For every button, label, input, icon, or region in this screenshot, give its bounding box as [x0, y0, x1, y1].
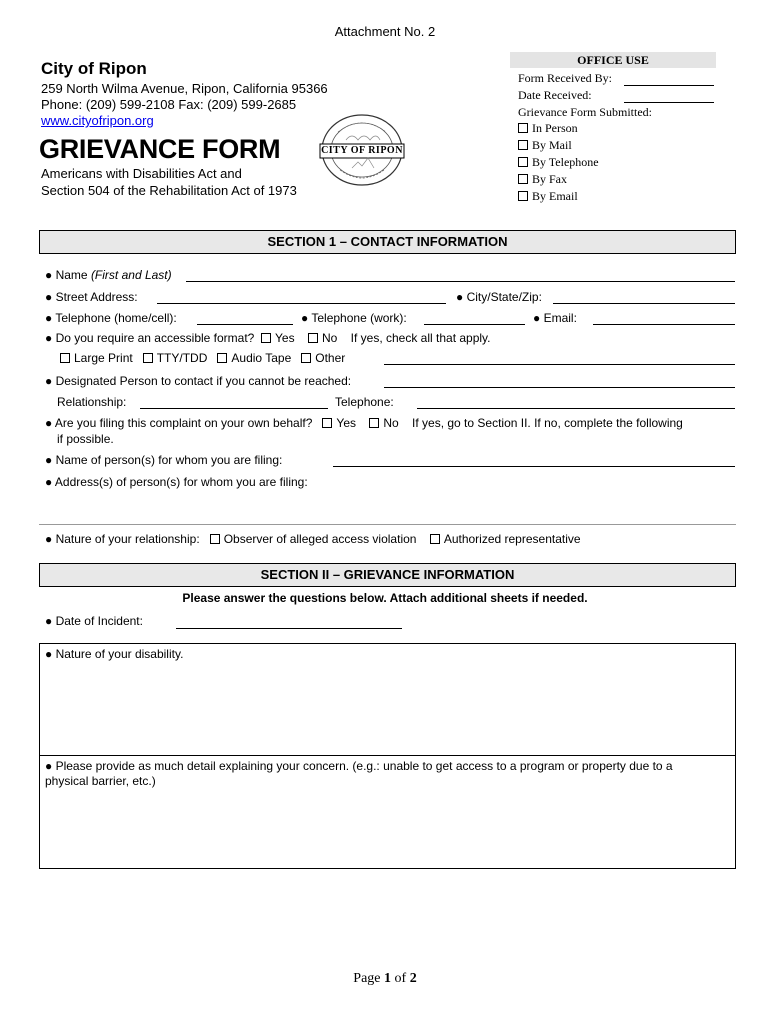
no-label: No — [383, 416, 399, 430]
office-option-in-person[interactable] — [510, 120, 716, 137]
attachment-label: Attachment No. 2 — [334, 24, 436, 39]
office-received-by — [510, 70, 716, 87]
addresses-field[interactable] — [39, 524, 736, 525]
format-options — [60, 351, 345, 365]
accessible-no-checkbox[interactable] — [308, 333, 318, 343]
tel-work-field[interactable] — [424, 324, 525, 325]
section2-header: SECTION II – GRIEVANCE INFORMATION — [39, 563, 736, 587]
org-address: 259 North Wilma Avenue, Ripon, California 95366 — [41, 81, 328, 96]
relationship-field[interactable] — [140, 408, 328, 409]
office-use-title: OFFICE USE — [510, 52, 716, 68]
office-option-by-fax[interactable] — [510, 171, 716, 188]
detail-label-1: ● Please provide as much detail explaining your concern. (e.g.: unable to get access to a program or property due to a — [45, 759, 673, 773]
street-label: ● Street Address: — [45, 290, 138, 304]
relationship-option-label: Authorized representative — [443, 532, 581, 546]
option-label: By Mail — [532, 138, 572, 153]
own-behalf-text: ● Are you filing this complaint on your own behalf? — [45, 416, 313, 430]
yes-label: Yes — [275, 331, 295, 345]
tel-home-field[interactable] — [197, 324, 293, 325]
other-checkbox[interactable] — [301, 353, 311, 363]
of-word: of — [394, 971, 407, 986]
accessible-yes-checkbox[interactable] — [261, 333, 271, 343]
format-label: Other — [315, 351, 346, 365]
office-use-panel — [510, 52, 716, 204]
page-current: 1 — [384, 971, 392, 986]
section2-instructions: Please answer the questions below. Attach additional sheets if needed. — [182, 591, 588, 605]
yes-label: Yes — [336, 416, 356, 430]
large-print-checkbox[interactable] — [60, 353, 70, 363]
own-behalf-note: If yes, go to Section II. If no, complete the following — [412, 416, 683, 430]
detail-box[interactable] — [39, 755, 736, 869]
name-label — [45, 268, 172, 282]
own-behalf-question — [45, 416, 683, 430]
disability-label: ● Nature of your disability. — [45, 647, 184, 661]
section1-header: SECTION 1 – CONTACT INFORMATION — [39, 230, 736, 254]
city-seal-icon — [318, 112, 406, 188]
accessible-note: If yes, check all that apply. — [350, 331, 491, 345]
addresses-label: ● Address(s) of person(s) for whom you are filing: — [45, 475, 308, 489]
own-behalf-yes-checkbox[interactable] — [322, 418, 332, 428]
format-label: Large Print — [74, 351, 133, 365]
no-label: No — [321, 331, 338, 345]
checkbox-icon[interactable] — [518, 123, 528, 133]
office-submitted-label: Grievance Form Submitted: — [518, 104, 652, 119]
form-subtitle-1: Americans with Disabilities Act and — [41, 166, 242, 181]
page-total: 2 — [409, 971, 417, 986]
relationship-option-label: Observer of alleged access violation — [223, 532, 417, 546]
names-field[interactable] — [333, 466, 735, 467]
format-label: TTY/TDD — [156, 351, 208, 365]
accessible-question-text: ● Do you require an accessible format? — [45, 331, 255, 345]
office-option-by-mail[interactable] — [510, 137, 716, 154]
option-label: By Fax — [532, 171, 568, 186]
tty-checkbox[interactable] — [143, 353, 153, 363]
name-label-text: ● Name — [45, 268, 88, 282]
other-format-field[interactable] — [384, 364, 735, 365]
city-label: ● City/State/Zip: — [456, 290, 542, 304]
own-behalf-note-2: if possible. — [57, 432, 114, 446]
authorized-rep-checkbox[interactable] — [430, 534, 440, 544]
office-date-received-label: Date Received: — [518, 87, 592, 102]
seal-text: CITY OF RIPON — [321, 145, 403, 156]
tel-work-label: ● Telephone (work): — [301, 311, 407, 325]
email-field[interactable] — [593, 324, 735, 325]
org-phone-fax: Phone: (209) 599-2108 Fax: (209) 599-2685 — [41, 97, 297, 112]
checkbox-icon[interactable] — [518, 157, 528, 167]
name-hint: (First and Last) — [90, 268, 172, 282]
email-label: ● Email: — [533, 311, 577, 325]
form-subtitle-2: Section 504 of the Rehabilitation Act of 1973 — [41, 183, 297, 198]
designated-label: ● Designated Person to contact if you cannot be reached: — [45, 374, 352, 388]
audio-tape-checkbox[interactable] — [217, 353, 227, 363]
office-received-by-label: Form Received By: — [518, 71, 612, 85]
page-number — [0, 971, 770, 987]
option-label: By Email — [532, 188, 578, 203]
observer-checkbox[interactable] — [210, 534, 220, 544]
checkbox-icon[interactable] — [518, 140, 528, 150]
relationship-label: Relationship: — [57, 395, 127, 409]
relationship-question-text: ● Nature of your relationship: — [45, 532, 200, 546]
tel-home-label: ● Telephone (home/cell): — [45, 311, 177, 325]
page-word: Page — [353, 971, 381, 986]
option-label: By Telephone — [532, 154, 599, 169]
city-field[interactable] — [553, 303, 735, 304]
designated-field[interactable] — [384, 387, 735, 388]
designated-telephone-label: Telephone: — [335, 395, 394, 409]
org-name: City of Ripon — [41, 59, 147, 78]
office-option-by-telephone[interactable] — [510, 154, 716, 171]
date-field[interactable] — [176, 628, 402, 629]
office-date-received — [510, 87, 716, 104]
org-website-link[interactable]: www.cityofripon.org — [41, 113, 154, 128]
own-behalf-no-checkbox[interactable] — [369, 418, 379, 428]
disability-box[interactable] — [39, 643, 736, 756]
form-title: GRIEVANCE FORM — [39, 134, 281, 164]
relationship-question — [45, 532, 581, 546]
accessible-question — [45, 331, 491, 345]
designated-telephone-field[interactable] — [417, 408, 735, 409]
option-label: In Person — [532, 121, 578, 136]
format-label: Audio Tape — [231, 351, 292, 365]
names-label: ● Name of person(s) for whom you are filing: — [45, 453, 283, 467]
checkbox-icon[interactable] — [518, 174, 528, 184]
date-label: ● Date of Incident: — [45, 614, 143, 628]
office-option-by-email[interactable] — [510, 188, 716, 205]
detail-label-2: physical barrier, etc.) — [45, 774, 156, 788]
checkbox-icon[interactable] — [518, 191, 528, 201]
name-field[interactable] — [186, 281, 735, 282]
street-field[interactable] — [157, 303, 446, 304]
